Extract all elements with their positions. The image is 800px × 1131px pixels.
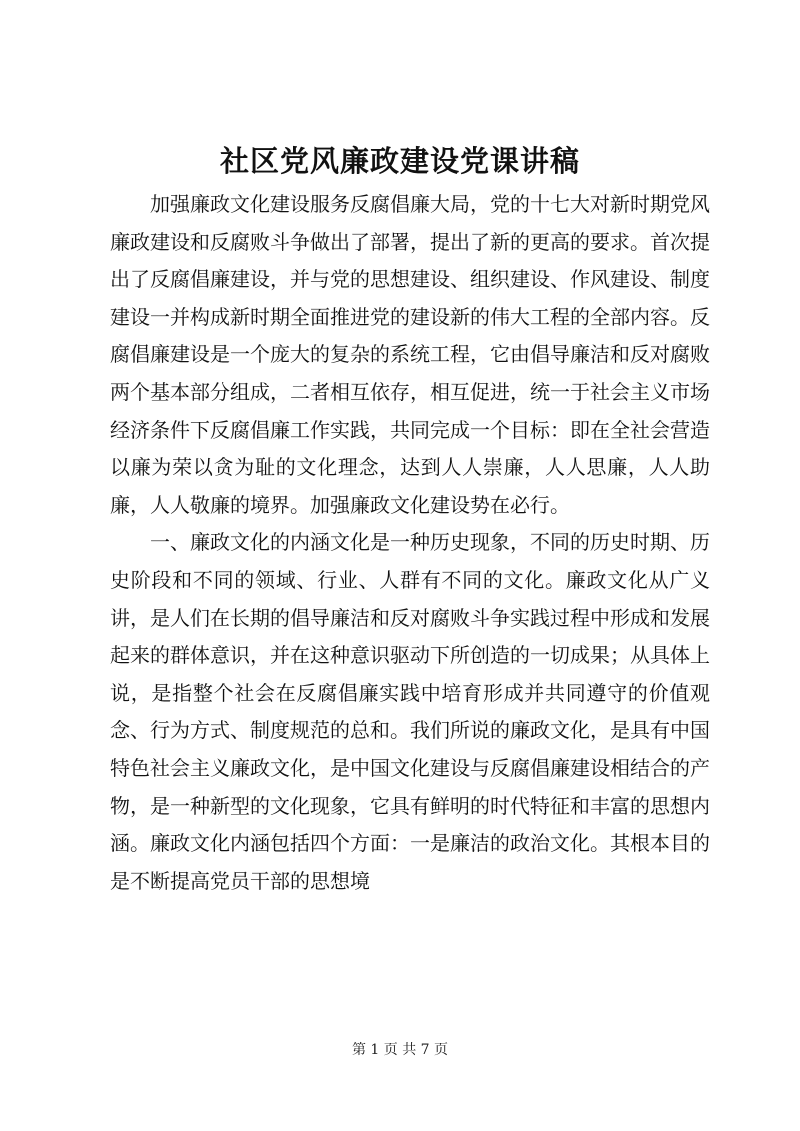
page-number-footer: 第 1 页 共 7 页: [351, 1042, 449, 1058]
paragraph-section-one: 一、廉政文化的内涵文化是一种历史现象，不同的历史时期、历史阶段和不同的领域、行业、人群有不同的文化。廉政文化从广义讲，是人们在长期的倡导廉洁和反对腐败斗争实践过程中形成和发展起来的群体意识，并在这种意识驱动下所创造的一切成果；从具体上说，是指整个社会在反腐倡廉实践中培育形成并共同遵守的价值观念、行为方式、制度规范的总和。我们所说的廉政文化，是具有中国特色社会主义廉政文化，是中国文化建设与反腐倡廉建设相结合的产物，是一种新型的文化现象，它具有鲜明的时代特征和丰富的思想内涵。廉政文化内涵包括四个方面：一是廉洁的政治文化。其根本目的是不断提高党员干部的思想境: [110, 530, 710, 893]
document-title: 社区党风廉政建设党课讲稿: [219, 144, 580, 178]
document-body: [110, 186, 710, 900]
paragraph-intro: 加强廉政文化建设服务反腐倡廉大局，党的十七大对新时期党风廉政建设和反腐败斗争做出了部署，提出了新的更高的要求。首次提出了反腐倡廉建设，并与党的思想建设、组织建设、作风建设、制度建设一并构成新时期全面推进党的建设新的伟大工程的全部内容。反腐倡廉建设是一个庞大的复杂的系统工程，它由倡导廉洁和反对腐败两个基本部分组成，二者相互依存，相互促进，统一于社会主义市场经济条件下反腐倡廉工作实践，共同完成一个目标：即在全社会营造以廉为荣以贪为耻的文化理念，达到人人崇廉，人人思廉，人人助廉，人人敬廉的境界。加强廉政文化建设势在必行。: [110, 192, 710, 517]
